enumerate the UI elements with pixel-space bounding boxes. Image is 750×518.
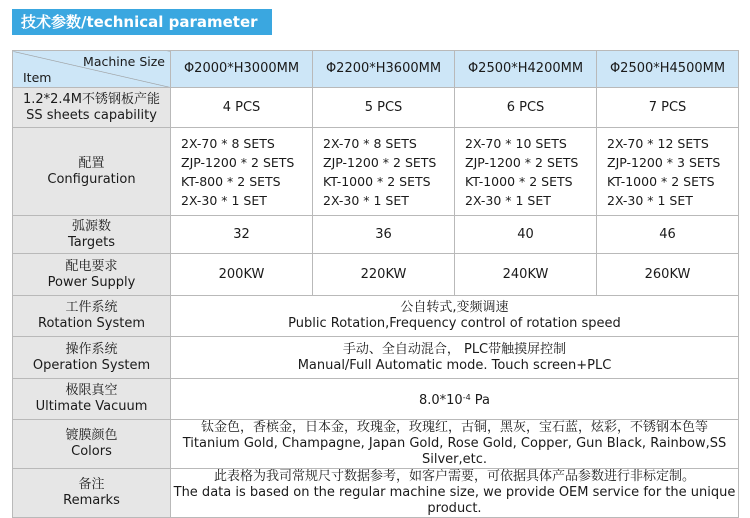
config-cell: 2X-70 * 8 SETS ZJP-1200 * 2 SETS KT-1000 * 2 SETS 2X-30 * 1 SET — [313, 128, 455, 216]
merged-value-cell: $8.0*10^{-4}$ Pa — [171, 379, 739, 420]
corner-cell — [13, 51, 171, 88]
value-cell: 240KW — [455, 254, 597, 296]
merged-value-cell: 公自转式,变频调速 Public Rotation,Frequency control of rotation speed — [171, 296, 739, 337]
row-label: 弧源数 Targets — [13, 216, 171, 254]
vacuum-row — [13, 379, 739, 420]
value-cell: 36 — [313, 216, 455, 254]
model-header: Φ2200*H3600MM — [313, 51, 455, 88]
value-cell: 4 PCS — [171, 88, 313, 128]
row-label: 镀膜颜色 Colors — [13, 420, 171, 469]
remarks-row — [13, 469, 739, 518]
ss-sheets-row — [13, 88, 739, 128]
power-row — [13, 254, 739, 296]
merged-value-cell: 此表格为我司常规尺寸数据参考，如客户需要，可依据具体产品参数进行非标定制。 The data is based on the regular machine size, we provide OEM service for the unique product. — [171, 469, 739, 518]
configuration-row — [13, 128, 739, 216]
row-label: 工件系统 Rotation System — [13, 296, 171, 337]
row-label: 配置 Configuration — [13, 128, 171, 216]
merged-value-cell: 钛金色，香槟金，日本金，玫瑰金，玫瑰红，古铜，黑灰，宝石蓝，炫彩，不锈钢本色等 Titanium Gold, Champagne, Japan Gold, Rose Gold, Copper, Gun Black, Rainbow,SS Silver,etc. — [171, 420, 739, 469]
merged-value-cell: 手动、全自动混合， PLC带触摸屏控制 Manual/Full Automatic mode. Touch screen+PLC — [171, 337, 739, 379]
value-cell: 260KW — [597, 254, 739, 296]
model-header: Φ2000*H3000MM — [171, 51, 313, 88]
config-cell: 2X-70 * 8 SETS ZJP-1200 * 2 SETS KT-800 * 2 SETS 2X-30 * 1 SET — [171, 128, 313, 216]
row-label: 配电要求 Power Supply — [13, 254, 171, 296]
value-cell: 40 — [455, 216, 597, 254]
value-cell: 6 PCS — [455, 88, 597, 128]
section-title: 技术参数/technical parameter — [12, 9, 272, 35]
row-label: 极限真空 Ultimate Vacuum — [13, 379, 171, 420]
header-row — [13, 51, 739, 88]
model-header: Φ2500*H4500MM — [597, 51, 739, 88]
item-label: Item — [23, 70, 52, 85]
row-label: 操作系统 Operation System — [13, 337, 171, 379]
operation-row — [13, 337, 739, 379]
value-cell: 200KW — [171, 254, 313, 296]
value-cell: 7 PCS — [597, 88, 739, 128]
rotation-row — [13, 296, 739, 337]
value-cell: 32 — [171, 216, 313, 254]
model-header: Φ2500*H4200MM — [455, 51, 597, 88]
config-cell: 2X-70 * 10 SETS ZJP-1200 * 2 SETS KT-1000 * 2 SETS 2X-30 * 1 SET — [455, 128, 597, 216]
colors-row — [13, 420, 739, 469]
machine-size-label: Machine Size — [83, 54, 165, 69]
spec-table — [12, 50, 739, 518]
value-cell: 220KW — [313, 254, 455, 296]
value-cell: 46 — [597, 216, 739, 254]
row-label: 1.2*2.4M不锈钢板产能 SS sheets capability — [13, 88, 171, 128]
config-cell: 2X-70 * 12 SETS ZJP-1200 * 3 SETS KT-1000 * 2 SETS 2X-30 * 1 SET — [597, 128, 739, 216]
value-cell: 5 PCS — [313, 88, 455, 128]
targets-row — [13, 216, 739, 254]
row-label: 备注 Remarks — [13, 469, 171, 518]
